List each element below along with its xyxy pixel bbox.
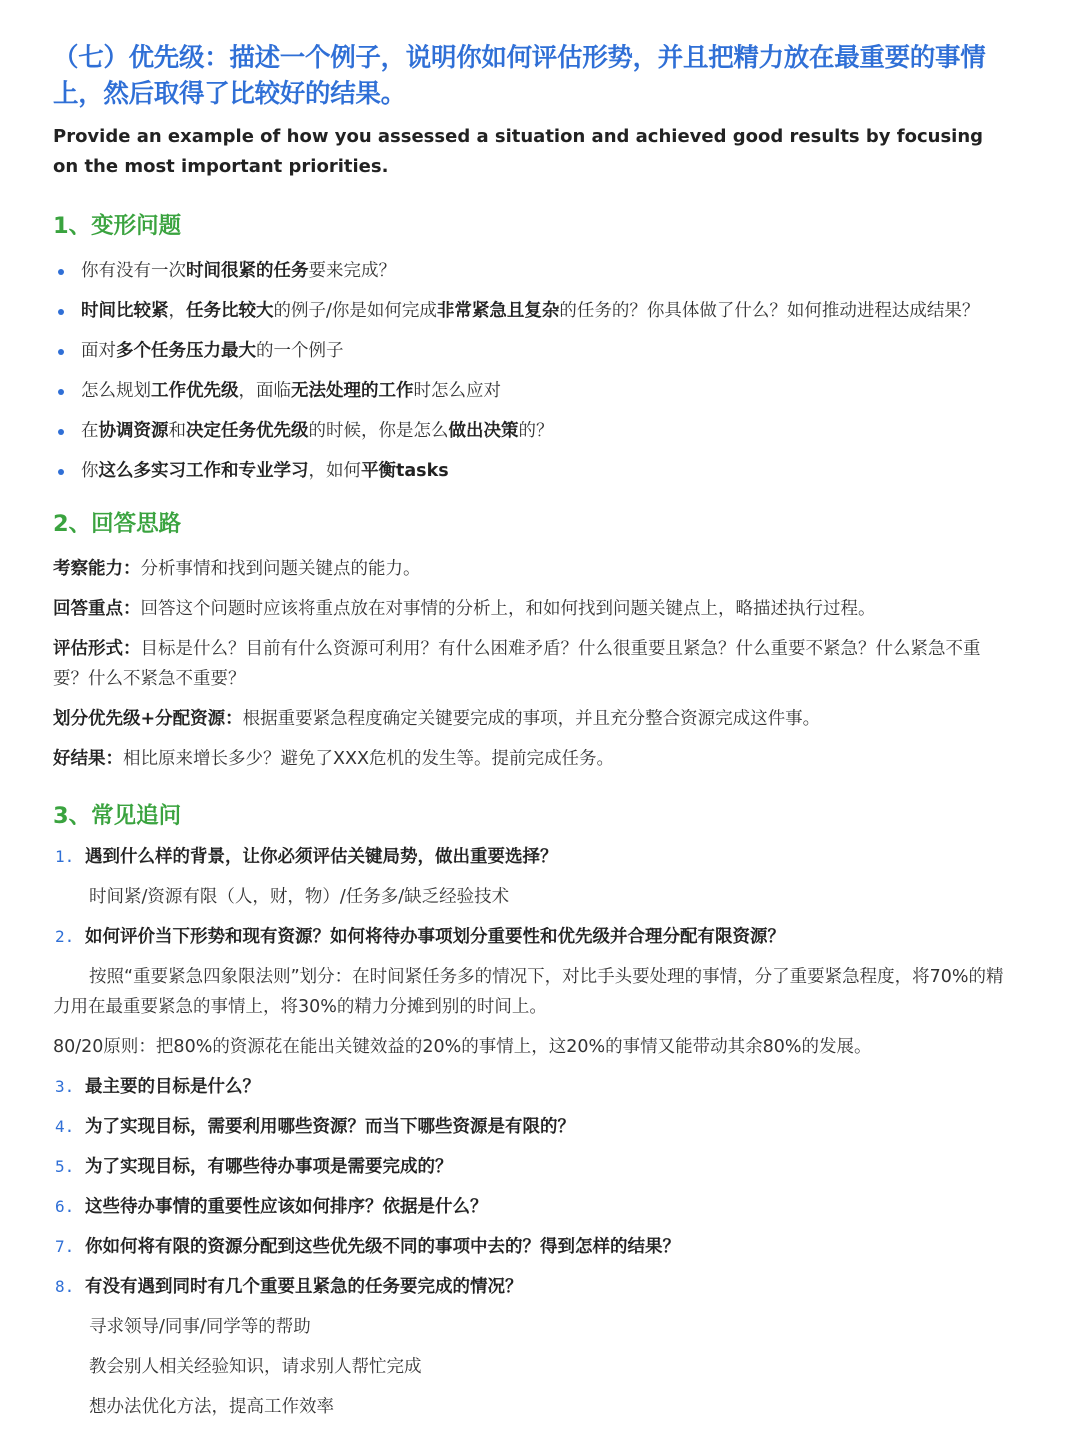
variant-question-item: [53, 256, 1010, 286]
body-text: 时怎么应对: [413, 381, 501, 401]
body-text: ，如何: [308, 461, 361, 481]
emphasis-text: 非常紧急且复杂: [436, 301, 560, 321]
emphasis-text: 时间比较紧: [81, 301, 169, 321]
bullet-dot-icon: [58, 269, 64, 275]
emphasis-text: 多个任务压力最大: [116, 341, 256, 361]
emphasis-text: 决定任务优先级: [186, 421, 309, 441]
variant-question-list: [53, 256, 1010, 486]
answer-note: 寻求领导/同事/同学等的帮助: [89, 1317, 311, 1337]
variant-question-item: [53, 376, 1010, 406]
emphasis-text: 时间很紧的任务: [186, 261, 309, 281]
follow-up-question: [53, 1072, 1010, 1102]
follow-up-question: [53, 842, 1010, 872]
question-text: 为了实现目标，需要利用哪些资源？而当下哪些资源是有限的？: [85, 1117, 575, 1137]
follow-up-question-list: [53, 922, 1010, 952]
body-text: 和: [168, 421, 186, 441]
emphasis-text: 平衡tasks: [361, 461, 449, 481]
emphasis-text: 无法处理的工作: [291, 381, 414, 401]
follow-up-question: [53, 1192, 1010, 1222]
body-text: 你: [81, 461, 99, 481]
approach-paragraph: [53, 704, 1010, 734]
body-text: 的任务的？你具体做了什么？如何推动进程达成结果？: [559, 301, 980, 321]
emphasis-text: 任务比较大: [186, 301, 274, 321]
follow-up-question: [53, 1232, 1010, 1262]
question-number: 7.: [55, 1237, 75, 1256]
variant-question-item: [53, 296, 1010, 326]
variant-question-item: [53, 336, 1010, 366]
follow-up-question-list: [53, 1072, 1010, 1302]
question-text: 你如何将有限的资源分配到这些优先级不同的事项中去的？得到怎样的结果？: [85, 1237, 680, 1257]
approach-label: 回答重点：: [53, 599, 141, 619]
approach-paragraph: [53, 744, 1010, 774]
question-number: 2.: [55, 927, 75, 946]
approach-text: 回答这个问题时应该将重点放在对事情的分析上，和如何找到问题关键点上，略描述执行过程。: [140, 599, 876, 619]
question-number: 6.: [55, 1197, 75, 1216]
question-text: 如何评价当下形势和现有资源？如何将待办事项划分重要性和优先级并合理分配有限资源？: [85, 927, 785, 947]
question-text: 最主要的目标是什么？: [85, 1077, 260, 1097]
approach-text: 目标是什么？目前有什么资源可利用？有什么困难矛盾？什么很重要且紧急？什么重要不紧急？什么紧急不重要？什么不紧急不重要？: [53, 639, 981, 689]
answer-paragraph: 按照“重要紧急四象限法则”划分：在时间紧任务多的情况下，对比手头要处理的事情，分了重要紧急程度，将70%的精力用在最重要紧急的事情上，将30%的精力分摊到别的时间上。: [53, 967, 1004, 1017]
body-text: 的例子/你是如何完成: [273, 301, 437, 321]
body-text: 你有没有一次: [81, 261, 186, 281]
question-number: 3.: [55, 1077, 75, 1096]
body-text: 的？: [518, 421, 554, 441]
body-text: 要来完成？: [308, 261, 396, 281]
bullet-dot-icon: [58, 349, 64, 355]
follow-up-question: [53, 1112, 1010, 1142]
question-text: 为了实现目标，有哪些待办事项是需要完成的？: [85, 1157, 453, 1177]
follow-up-question: [53, 922, 1010, 952]
answer-note: 想办法优化方法，提高工作效率: [89, 1397, 334, 1417]
approach-paragraph: [53, 634, 1010, 694]
approach-label: 划分优先级+分配资源：: [53, 709, 243, 729]
question-number: 8.: [55, 1277, 75, 1296]
approach-text: 分析事情和找到问题关键点的能力。: [140, 559, 421, 579]
bullet-dot-icon: [58, 389, 64, 395]
follow-up-question: [53, 1152, 1010, 1182]
approach-label: 好结果：: [53, 749, 123, 769]
page-title: （七）优先级：描述一个例子，说明你如何评估形势，并且把精力放在最重要的事情上，然后取得了比较好的结果。: [53, 43, 986, 109]
emphasis-text: 这么多实习工作和专业学习: [98, 461, 309, 481]
approach-text: 相比原来增长多少？避免了XXX危机的发生等。提前完成任务。: [123, 749, 614, 769]
question-text: 遇到什么样的背景，让你必须评估关键局势，做出重要选择？: [85, 847, 558, 867]
variant-question-item: [53, 456, 1010, 486]
answer-note: 时间紧/资源有限（人，财，物）/任务多/缺乏经验技术: [89, 887, 510, 907]
approach-paragraph: [53, 554, 1010, 584]
variant-question-item: [53, 416, 1010, 446]
section-heading-variant-questions: 1、变形问题: [53, 213, 182, 239]
section-heading-answer-approach: 2、回答思路: [53, 511, 182, 537]
question-number: 5.: [55, 1157, 75, 1176]
follow-up-question: [53, 1272, 1010, 1302]
bullet-dot-icon: [58, 469, 64, 475]
answer-note: 教会别人相关经验知识，请求别人帮忙完成: [89, 1357, 422, 1377]
answer-approach-block: [53, 554, 1010, 774]
body-text: 的时候，你是怎么: [308, 421, 449, 441]
approach-label: 考察能力：: [53, 559, 141, 579]
bullet-dot-icon: [58, 309, 64, 315]
approach-label: 评估形式：: [53, 639, 141, 659]
emphasis-text: 工作优先级: [151, 381, 239, 401]
approach-paragraph: [53, 594, 1010, 624]
question-number: 1.: [55, 847, 75, 866]
question-number: 4.: [55, 1117, 75, 1136]
body-text: 怎么规划: [81, 381, 151, 401]
emphasis-text: 协调资源: [98, 421, 169, 441]
follow-up-question-list: [53, 842, 1010, 872]
emphasis-text: 做出决策: [448, 421, 519, 441]
body-text: 的一个例子: [256, 341, 344, 361]
section-heading-follow-up: 3、常见追问: [53, 803, 182, 829]
answer-paragraph: 80/20原则：把80%的资源花在能出关键效益的20%的事情上，这20%的事情又能带动其余80%的发展。: [53, 1037, 872, 1057]
approach-text: 根据重要紧急程度确定关键要完成的事项，并且充分整合资源完成这件事。: [242, 709, 821, 729]
body-text: 在: [81, 421, 99, 441]
page-subtitle-english: Provide an example of how you assessed a situation and achieved good results by focusing on the most important priorities.: [53, 126, 984, 177]
bullet-dot-icon: [58, 429, 64, 435]
question-text: 这些待办事情的重要性应该如何排序？依据是什么？: [85, 1197, 488, 1217]
body-text: ，: [168, 301, 186, 321]
body-text: ，面临: [238, 381, 291, 401]
body-text: 面对: [81, 341, 116, 361]
question-text: 有没有遇到同时有几个重要且紧急的任务要完成的情况？: [85, 1277, 523, 1297]
